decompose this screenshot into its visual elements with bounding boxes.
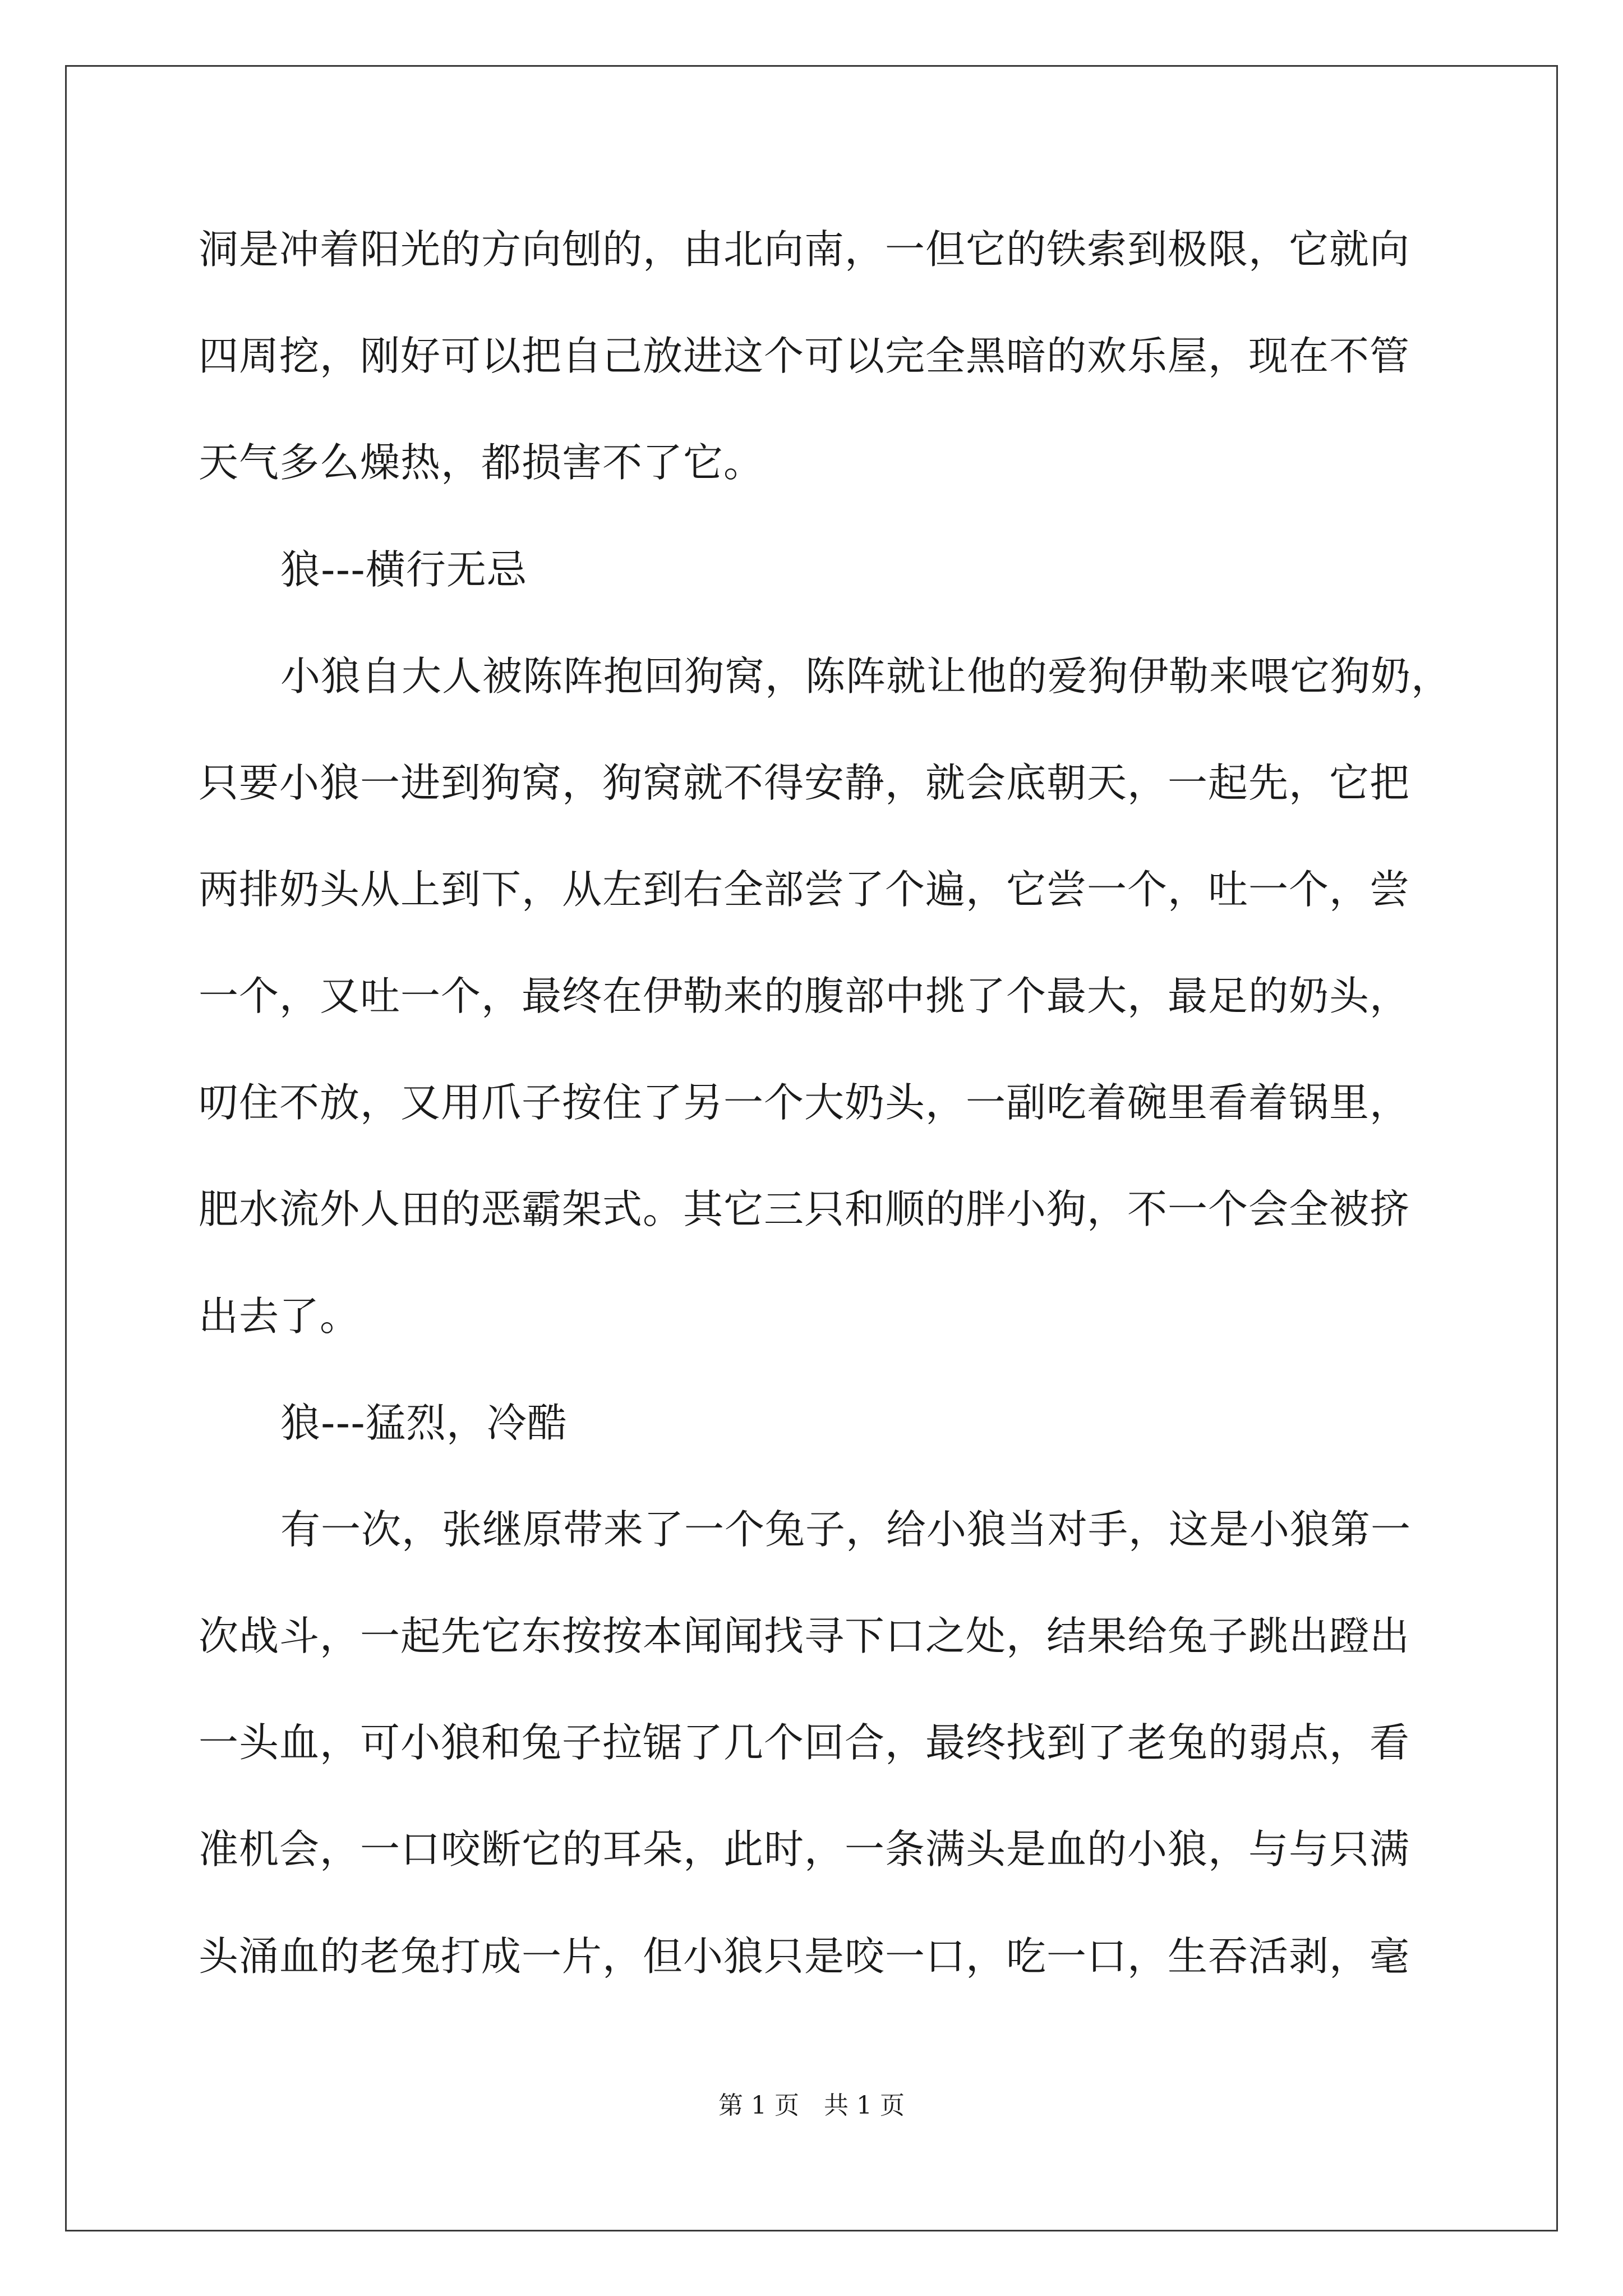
text-line: 一头血，可小狼和兔子拉锯了几个回合，最终找到了老兔的弱点，看 bbox=[199, 1719, 1410, 1766]
text-line: 有一次，张继原带来了一个兔子，给小狼当对手，这是小狼第一 bbox=[280, 1506, 1412, 1553]
page-footer bbox=[0, 2089, 1623, 2123]
text-line: 出去了。 bbox=[199, 1293, 361, 1340]
text-line: 肥水流外人田的恶霸架式。其它三只和顺的胖小狗，不一个会全被挤 bbox=[199, 1186, 1410, 1232]
text-line: 一个，又吐一个，最终在伊勒来的腹部中挑了个最大，最足的奶头， bbox=[199, 973, 1410, 1019]
text-line: 天气多么燥热，都损害不了它。 bbox=[199, 439, 764, 486]
page-number: 第 1 页 共 1 页 bbox=[718, 2091, 905, 2120]
section-heading: 狼---猛烈，冷酷 bbox=[280, 1400, 568, 1446]
text-line: 叨住不放，又用爪子按住了另一个大奶头，一副吃着碗里看着锅里， bbox=[199, 1079, 1410, 1126]
text-line: 两排奶头从上到下，从左到右全部尝了个遍，它尝一个，吐一个，尝 bbox=[199, 866, 1410, 913]
text-line: 头涌血的老兔打成一片，但小狼只是咬一口，吃一口，生吞活剥，毫 bbox=[199, 1933, 1410, 1980]
section-heading: 狼---横行无忌 bbox=[280, 546, 527, 593]
text-line: 准机会，一口咬断它的耳朵，此时，一条满头是血的小狼，与与只满 bbox=[199, 1826, 1410, 1872]
text-line: 次战斗，一起先它东按按本闻闻找寻下口之处，结果给兔子跳出蹬出 bbox=[199, 1613, 1410, 1659]
text-line: 小狼自大人被陈阵抱回狗窝，陈阵就让他的爱狗伊勒来喂它狗奶， bbox=[280, 653, 1452, 700]
page-border bbox=[65, 65, 1558, 2231]
text-line: 洞是冲着阳光的方向刨的，由北向南，一但它的铁索到极限，它就向 bbox=[199, 226, 1410, 273]
text-line: 只要小狼一进到狗窝，狗窝就不得安静，就会底朝天，一起先，它把 bbox=[199, 760, 1410, 806]
text-line: 四周挖，刚好可以把自己放进这个可以完全黑暗的欢乐屋，现在不管 bbox=[199, 333, 1410, 379]
